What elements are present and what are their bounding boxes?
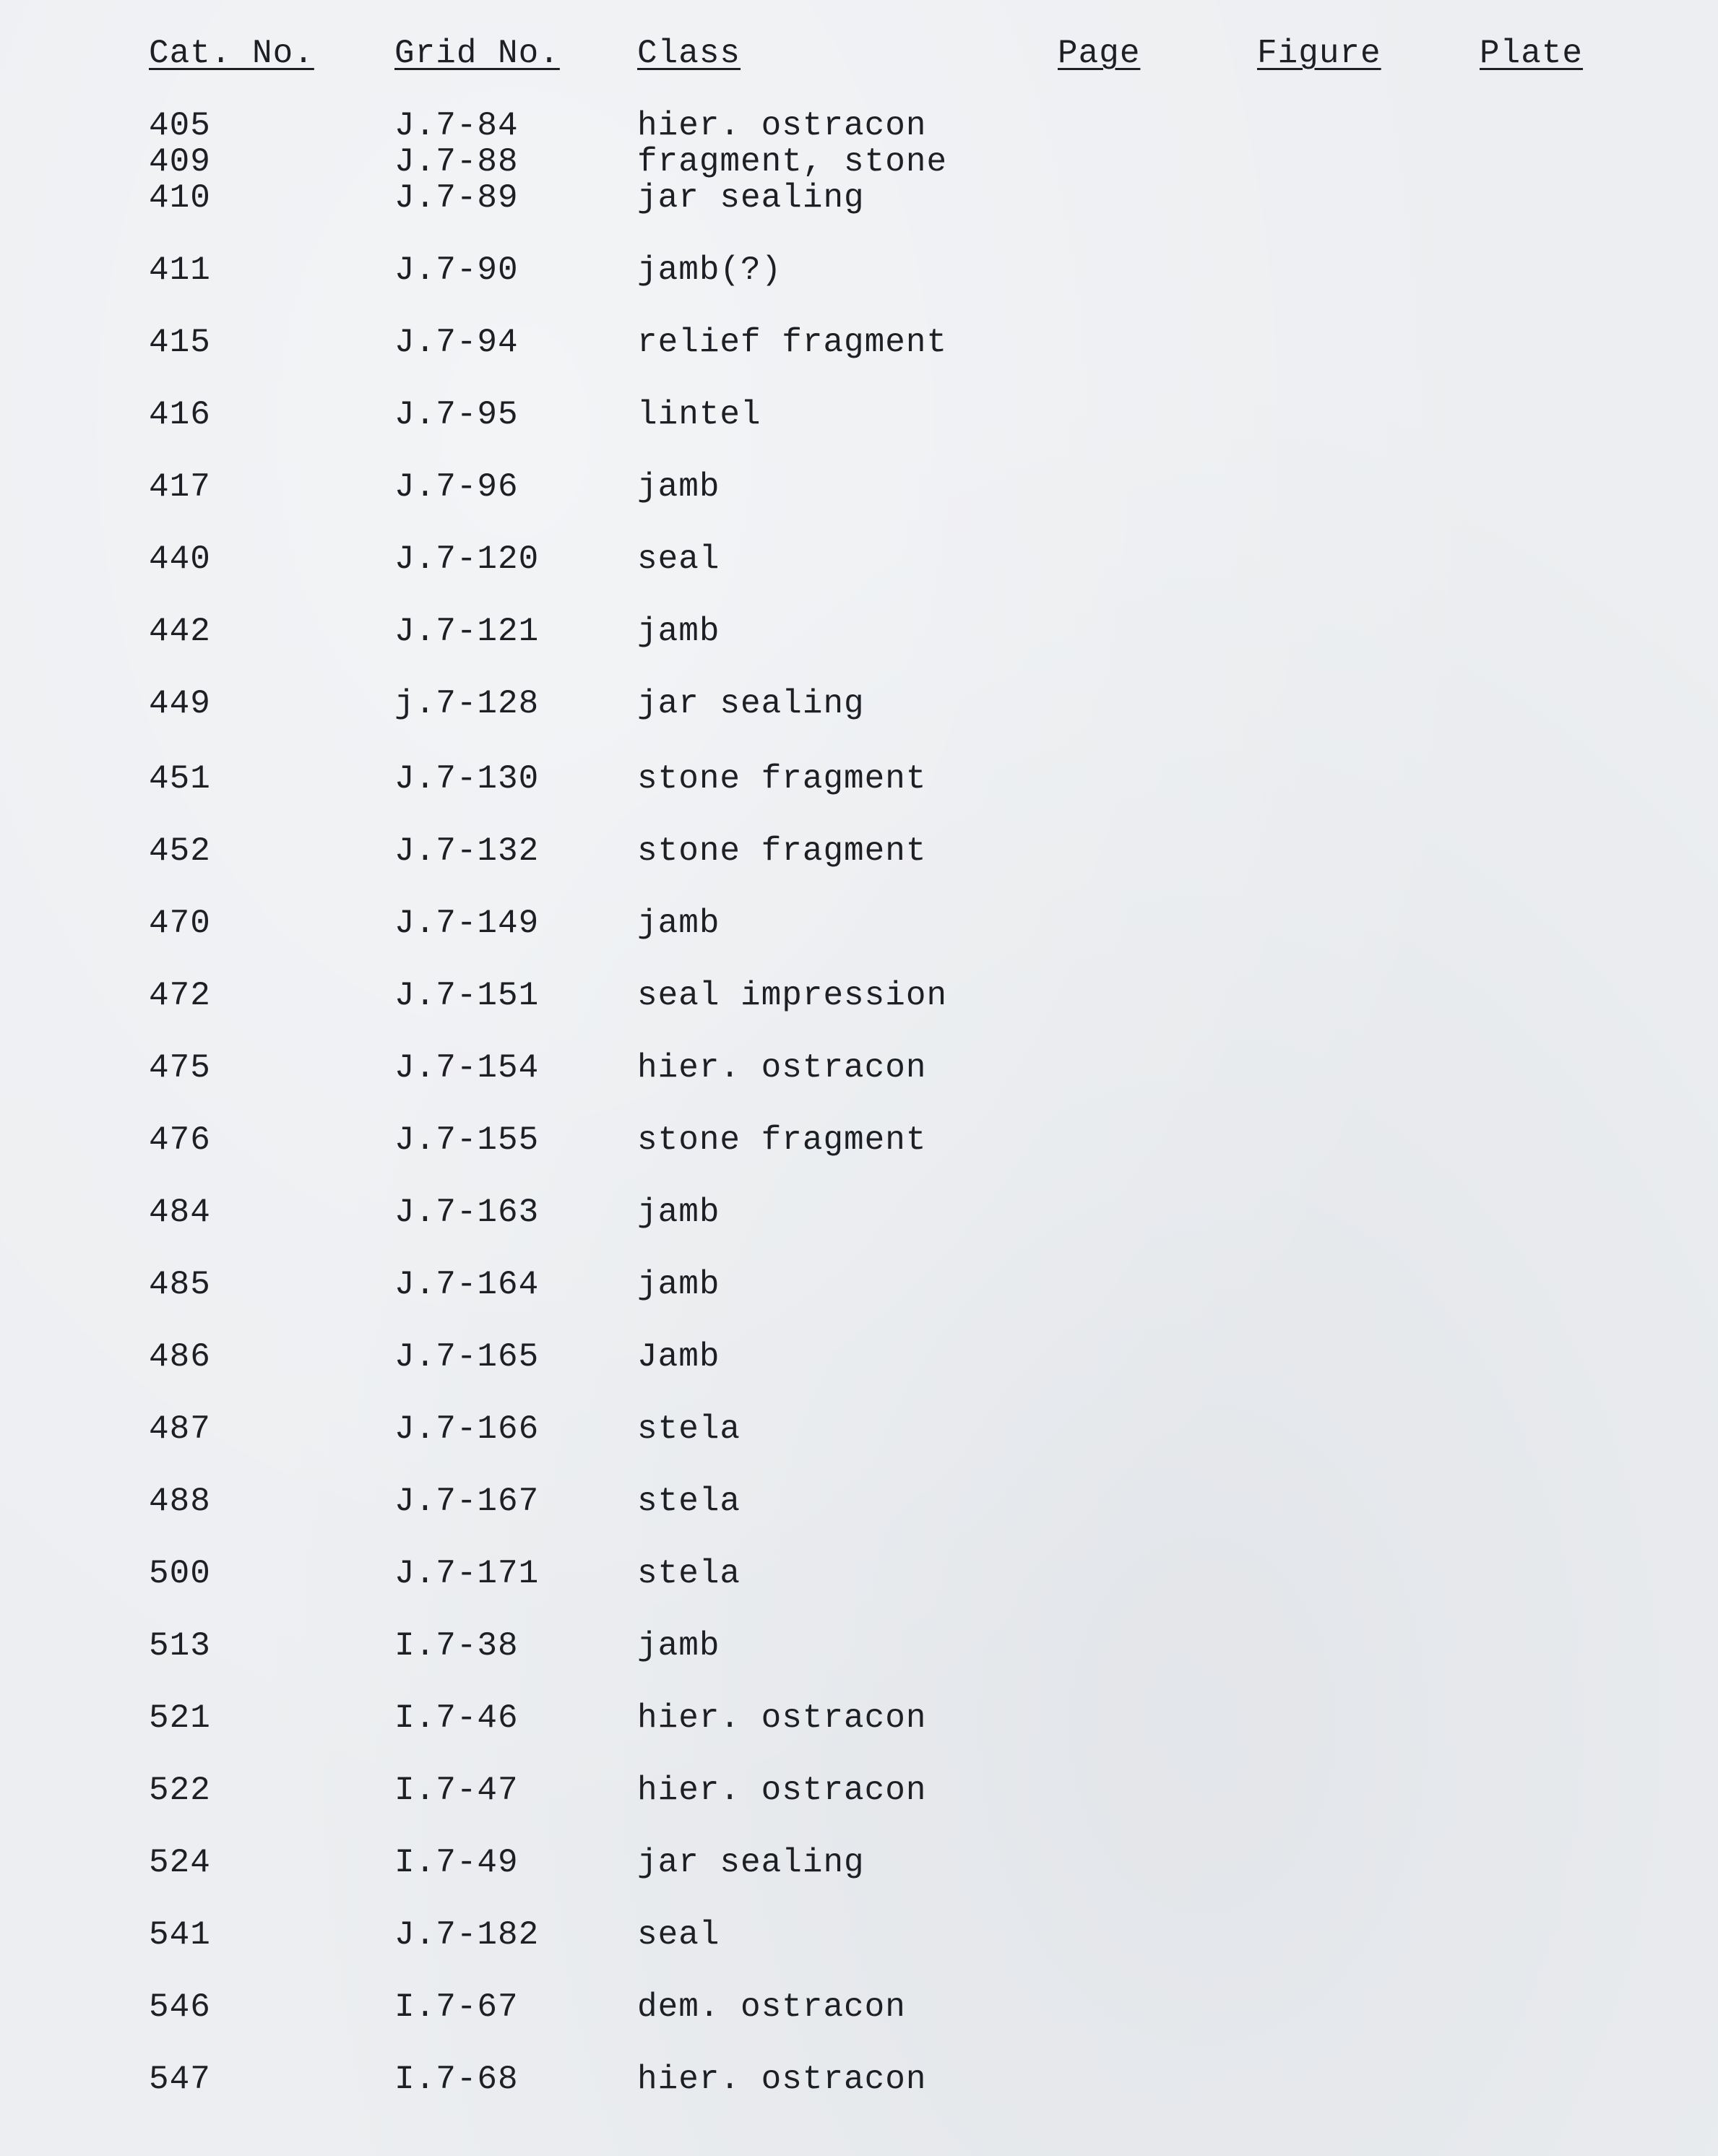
table-row (0, 902, 1718, 945)
cat-no-cell: 522 (149, 1772, 211, 1809)
table-row (0, 321, 1718, 364)
class-cell: hier. ostracon (637, 1772, 927, 1809)
table-row (0, 1985, 1718, 2029)
table-row (0, 1407, 1718, 1451)
class-cell: hier. ostracon (637, 1699, 927, 1737)
grid-no-cell: j.7-128 (394, 685, 540, 723)
table-row (0, 829, 1718, 873)
cat-no-cell: 547 (149, 2061, 211, 2098)
cat-no-cell: 451 (149, 760, 211, 798)
cat-no-cell: 415 (149, 324, 211, 361)
cat-no-cell: 487 (149, 1410, 211, 1448)
cat-no-cell: 513 (149, 1627, 211, 1665)
table-row (0, 249, 1718, 292)
grid-no-cell: J.7-155 (394, 1121, 540, 1159)
class-cell: hier. ostracon (637, 107, 927, 145)
cat-no-cell: 410 (149, 179, 211, 217)
class-cell: jamb (637, 1627, 720, 1665)
class-cell: jamb (637, 1266, 720, 1303)
table-row (0, 1841, 1718, 1884)
grid-no-cell: J.7-89 (394, 179, 519, 217)
cat-no-cell: 486 (149, 1338, 211, 1376)
class-cell: dem. ostracon (637, 1988, 906, 2026)
grid-no-cell: J.7-166 (394, 1410, 540, 1448)
grid-no-cell: J.7-163 (394, 1194, 540, 1231)
grid-no-cell: I.7-67 (394, 1988, 519, 2026)
grid-no-cell: J.7-182 (394, 1916, 540, 1954)
class-cell: relief fragment (637, 324, 948, 361)
class-cell: jar sealing (637, 685, 865, 723)
grid-no-cell: J.7-149 (394, 905, 540, 942)
header-class: Class (637, 35, 741, 72)
cat-no-cell: 452 (149, 832, 211, 870)
cat-no-cell: 449 (149, 685, 211, 723)
table-row (0, 682, 1718, 725)
cat-no-cell: 500 (149, 1555, 211, 1592)
header-page: Page (1058, 35, 1141, 72)
cat-no-cell: 409 (149, 143, 211, 181)
class-cell: seal impression (637, 977, 948, 1014)
class-cell: hier. ostracon (637, 2061, 927, 2098)
table-row (0, 176, 1718, 220)
class-cell: jar sealing (637, 1844, 865, 1881)
table-row (0, 465, 1718, 509)
cat-no-cell: 488 (149, 1483, 211, 1520)
grid-no-cell: J.7-90 (394, 251, 519, 289)
class-cell: stone fragment (637, 832, 927, 870)
grid-no-cell: J.7-167 (394, 1483, 540, 1520)
cat-no-cell: 411 (149, 251, 211, 289)
table-row (0, 538, 1718, 581)
grid-no-cell: J.7-130 (394, 760, 540, 798)
grid-no-cell: J.7-94 (394, 324, 519, 361)
cat-no-cell: 521 (149, 1699, 211, 1737)
grid-no-cell: I.7-49 (394, 1844, 519, 1881)
class-cell: jamb (637, 468, 720, 506)
table-row (0, 974, 1718, 1017)
class-cell: hier. ostracon (637, 1049, 927, 1087)
grid-no-cell: I.7-68 (394, 2061, 519, 2098)
class-cell: Jamb (637, 1338, 720, 1376)
class-cell: jamb (637, 905, 720, 942)
table-row (0, 1624, 1718, 1668)
class-cell: jamb(?) (637, 251, 782, 289)
table-row (0, 610, 1718, 653)
class-cell: stela (637, 1555, 741, 1592)
table-row (0, 1118, 1718, 1162)
cat-no-cell: 541 (149, 1916, 211, 1954)
class-cell: seal (637, 540, 720, 578)
cat-no-cell: 484 (149, 1194, 211, 1231)
header-grid-no: Grid No. (394, 35, 560, 72)
table-row (0, 1480, 1718, 1523)
cat-no-cell: 470 (149, 905, 211, 942)
table-row (0, 393, 1718, 436)
grid-no-cell: J.7-121 (394, 613, 540, 650)
class-cell: jar sealing (637, 179, 865, 217)
grid-no-cell: I.7-46 (394, 1699, 519, 1737)
grid-no-cell: I.7-38 (394, 1627, 519, 1665)
table-row (0, 1046, 1718, 1090)
cat-no-cell: 405 (149, 107, 211, 145)
header-cat-no: Cat. No. (149, 35, 314, 72)
class-cell: jamb (637, 1194, 720, 1231)
table-row (0, 1552, 1718, 1595)
cat-no-cell: 440 (149, 540, 211, 578)
class-cell: fragment, stone (637, 143, 948, 181)
table-row (0, 1263, 1718, 1306)
cat-no-cell: 416 (149, 396, 211, 434)
class-cell: lintel (637, 396, 761, 434)
grid-no-cell: J.7-132 (394, 832, 540, 870)
grid-no-cell: J.7-96 (394, 468, 519, 506)
class-cell: stela (637, 1410, 741, 1448)
cat-no-cell: 546 (149, 1988, 211, 2026)
cat-no-cell: 472 (149, 977, 211, 1014)
class-cell: stone fragment (637, 1121, 927, 1159)
cat-no-cell: 485 (149, 1266, 211, 1303)
cat-no-cell: 524 (149, 1844, 211, 1881)
cat-no-cell: 417 (149, 468, 211, 506)
grid-no-cell: J.7-95 (394, 396, 519, 434)
table-row (0, 2058, 1718, 2101)
cat-no-cell: 442 (149, 613, 211, 650)
table-row (0, 1769, 1718, 1812)
class-cell: seal (637, 1916, 720, 1954)
cat-no-cell: 475 (149, 1049, 211, 1087)
grid-no-cell: J.7-88 (394, 143, 519, 181)
grid-no-cell: J.7-120 (394, 540, 540, 578)
grid-no-cell: J.7-164 (394, 1266, 540, 1303)
table-row (0, 1335, 1718, 1379)
header-plate: Plate (1480, 35, 1584, 72)
grid-no-cell: J.7-154 (394, 1049, 540, 1087)
table-row (0, 1696, 1718, 1740)
grid-no-cell: J.7-171 (394, 1555, 540, 1592)
table-row (0, 1191, 1718, 1234)
table-row (0, 757, 1718, 801)
grid-no-cell: J.7-151 (394, 977, 540, 1014)
class-cell: stela (637, 1483, 741, 1520)
grid-no-cell: I.7-47 (394, 1772, 519, 1809)
header-figure: Figure (1257, 35, 1381, 72)
class-cell: jamb (637, 613, 720, 650)
grid-no-cell: J.7-165 (394, 1338, 540, 1376)
cat-no-cell: 476 (149, 1121, 211, 1159)
table-row (0, 1913, 1718, 1957)
grid-no-cell: J.7-84 (394, 107, 519, 145)
class-cell: stone fragment (637, 760, 927, 798)
